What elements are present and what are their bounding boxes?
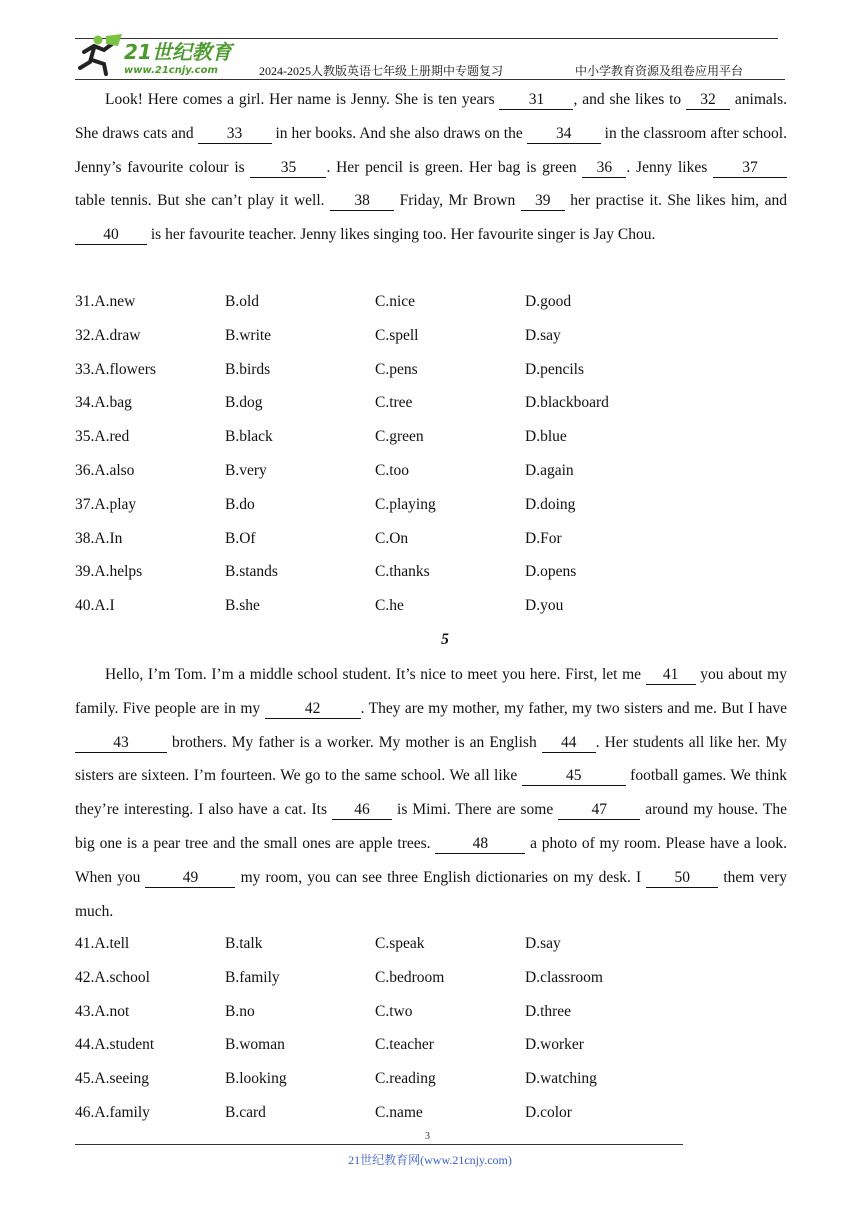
blank-45: 45 (522, 767, 626, 786)
passage-text: Look! Here comes a girl. Her name is Jenny. She is ten years (105, 91, 500, 108)
option-a: 44.A.student (75, 1036, 155, 1054)
option-c: C.thanks (375, 563, 430, 581)
option-c: C.On (375, 529, 409, 547)
option-c: C.bedroom (375, 968, 445, 986)
option-row (75, 488, 795, 522)
passage-text: a photo of my room. Please have a look. When you (75, 834, 788, 886)
blank-35: 35 (250, 159, 326, 178)
passage-text: . Her pencil is green. Her bag is green (326, 158, 583, 176)
footer-rule (75, 1144, 683, 1145)
option-a: 45.A.seeing (75, 1070, 150, 1088)
option-a: 41.A.tell (75, 935, 130, 952)
logo-url: www.21cnjy.com (124, 65, 218, 76)
option-c: C.two (375, 1002, 413, 1020)
passage-text: . They are my mother, my father, my two sisters and me. But I have (360, 699, 787, 717)
option-b: B.write (225, 326, 272, 344)
option-c: C.name (375, 1103, 423, 1121)
option-row (75, 353, 795, 387)
running-figure-icon (80, 34, 122, 74)
option-b: B.family (225, 968, 280, 986)
header-title: 2024-2025人教版英语七年级上册期中专题复习 (259, 64, 503, 78)
option-c: C.spell (375, 326, 419, 344)
option-c: C.too (375, 461, 410, 479)
option-row (75, 1096, 795, 1130)
option-d: D.opens (525, 563, 577, 581)
blank-44: 44 (542, 734, 596, 753)
blank-31: 31 (499, 91, 573, 110)
option-b: B.dog (225, 394, 263, 412)
option-d: D.watching (525, 1070, 597, 1088)
option-a: 42.A.school (75, 968, 150, 986)
option-b: B.very (225, 461, 267, 479)
blank-40: 40 (75, 226, 147, 245)
passage-text: , and she likes to (573, 91, 687, 108)
blank-39: 39 (521, 192, 565, 211)
option-a: 39.A.helps (75, 563, 143, 581)
option-row (75, 522, 795, 556)
passage-text: is her favourite teacher. Jenny likes singing too. Her favourite singer is Jay Chou. (147, 226, 656, 244)
option-row (75, 285, 795, 319)
header-platform: 中小学教育资源及组卷应用平台 (575, 64, 744, 78)
option-d: D.classroom (525, 968, 603, 986)
option-c: C.nice (375, 293, 416, 310)
blank-33: 33 (198, 125, 272, 144)
option-row (75, 1062, 795, 1096)
passage-text: animals. She draws cats and (75, 91, 787, 142)
option-d: D.you (525, 597, 564, 615)
option-a: 36.A.also (75, 461, 135, 479)
option-row (75, 555, 795, 589)
option-b: B.Of (225, 529, 256, 547)
blank-34: 34 (527, 125, 601, 144)
option-row (75, 319, 795, 353)
option-d: D.blue (525, 428, 567, 446)
section-number: 5 (441, 631, 449, 648)
passage-text: brothers. My father is a worker. My mother is an English (167, 733, 542, 751)
cloze-passage-4 (75, 83, 787, 252)
passage-text: in the classroom after school. Jenny’s favourite colour is (75, 124, 787, 176)
cloze-passage-5 (75, 658, 787, 928)
options-list-4 (75, 285, 795, 623)
option-a: 46.A.family (75, 1103, 150, 1121)
option-b: B.looking (225, 1070, 287, 1088)
passage-text: them very much. (75, 868, 787, 920)
option-a: 34.A.bag (75, 394, 132, 412)
blank-42: 42 (265, 700, 361, 719)
option-b: B.birds (225, 360, 271, 378)
option-d: D.say (525, 326, 561, 344)
option-a: 32.A.draw (75, 326, 141, 344)
option-a: 38.A.In (75, 529, 123, 547)
passage-text: around my house. The big one is a pear tree and the small ones are apple trees. (75, 801, 788, 852)
option-a: 31.A.new (75, 293, 136, 310)
footer-site: 21世纪教育网(www.21cnjy.com) (348, 1153, 512, 1167)
option-c: C.he (375, 597, 404, 615)
blank-37: 37 (713, 159, 787, 178)
blank-47: 47 (558, 801, 640, 820)
option-row (75, 386, 795, 420)
blank-38: 38 (330, 192, 394, 211)
option-d: D.blackboard (525, 394, 609, 412)
option-b: B.old (225, 293, 260, 310)
header-bottom-rule (75, 79, 785, 80)
site-logo (76, 32, 246, 78)
option-d: D.good (525, 293, 572, 310)
option-row (75, 961, 795, 995)
option-b: B.talk (225, 935, 263, 952)
option-row (75, 454, 795, 488)
blank-41: 41 (646, 666, 696, 685)
passage-text: . Jenny likes (626, 158, 714, 176)
passage-text: football games. We think they’re interesting. I also have a cat. Its (75, 767, 787, 819)
passage-text: you about my family. Five people are in my (75, 666, 787, 717)
blank-50: 50 (646, 869, 718, 888)
option-row (75, 589, 795, 623)
option-a: 43.A.not (75, 1002, 130, 1020)
option-b: B.woman (225, 1036, 285, 1054)
option-c: C.pens (375, 360, 418, 378)
passage-text: . Her students all like her. My sisters are sixteen. I’m fourteen. We go to the same school. We all like (75, 733, 787, 785)
blank-49: 49 (145, 869, 235, 888)
option-row (75, 995, 795, 1029)
option-d: D.again (525, 461, 574, 479)
option-c: C.playing (375, 495, 436, 513)
option-row (75, 1028, 795, 1062)
blank-46: 46 (332, 801, 392, 820)
passage-text: her practise it. She likes him, and (564, 192, 787, 210)
blank-48: 48 (435, 835, 525, 854)
blank-32: 32 (686, 91, 730, 110)
logo-wordmark: 21世纪教育 (124, 40, 232, 64)
option-b: B.she (225, 597, 260, 615)
option-d: D.doing (525, 495, 576, 513)
option-d: D.color (525, 1103, 572, 1121)
option-a: 33.A.flowers (75, 360, 156, 378)
option-c: C.speak (375, 935, 425, 952)
option-c: C.teacher (375, 1036, 434, 1054)
passage-text: Friday, Mr Brown (394, 192, 521, 210)
option-b: B.card (225, 1103, 266, 1121)
option-a: 35.A.red (75, 428, 130, 446)
option-d: D.worker (525, 1036, 584, 1054)
option-a: 37.A.play (75, 495, 137, 513)
option-a: 40.A.I (75, 597, 115, 615)
option-d: D.say (525, 935, 561, 952)
option-b: B.no (225, 1002, 255, 1020)
passage-text: in her books. And she also draws on the (271, 124, 527, 142)
option-d: D.three (525, 1002, 572, 1020)
blank-36: 36 (582, 159, 626, 178)
passage-text: table tennis. But she can’t play it well. (75, 192, 331, 210)
option-c: C.reading (375, 1070, 436, 1088)
option-b: B.do (225, 495, 255, 513)
option-c: C.tree (375, 394, 413, 412)
option-b: B.stands (225, 563, 278, 581)
option-d: D.For (525, 529, 562, 547)
passage-text: my room, you can see three English dictionaries on my desk. I (235, 868, 647, 886)
option-d: D.pencils (525, 360, 584, 378)
option-row (75, 927, 795, 961)
passage-text: Hello, I’m Tom. I’m a middle school student. It’s nice to meet you here. First, let me (105, 666, 646, 683)
page-number: 3 (425, 1131, 430, 1142)
options-list-5 (75, 927, 795, 1130)
option-c: C.green (375, 428, 424, 446)
option-row (75, 420, 795, 454)
passage-text: is Mimi. There are some (392, 801, 559, 819)
blank-43: 43 (75, 734, 167, 753)
option-b: B.black (225, 428, 273, 446)
